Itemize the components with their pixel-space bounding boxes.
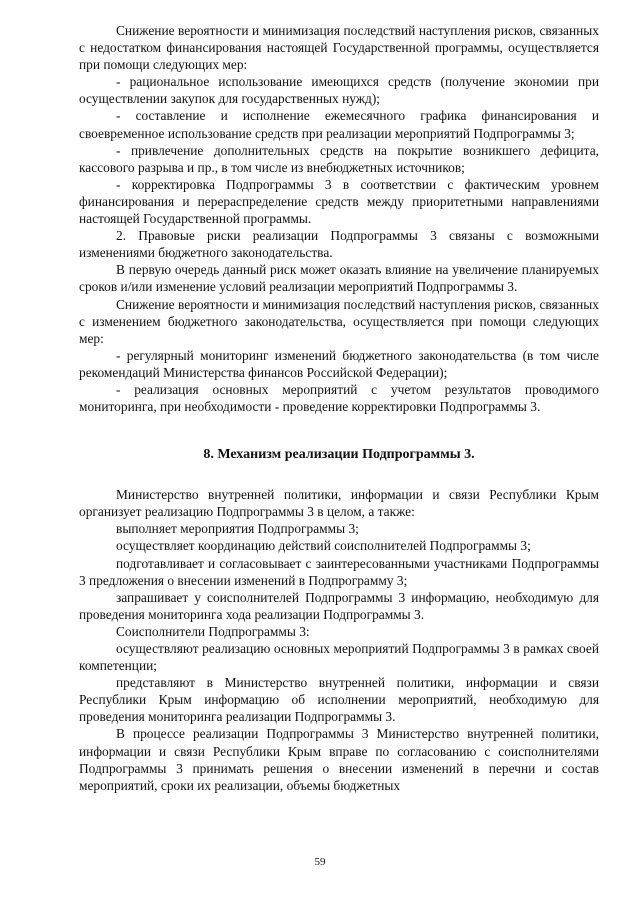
list-item: запрашивает у соисполнителей Подпрограммы 3 информацию, необходимую для проведения мониторинга хода реализации Подпрограммы 3.	[79, 589, 599, 622]
list-item: осуществляют реализацию основных мероприятий Подпрограммы 3 в рамках своей компетенции;	[79, 641, 599, 674]
list-item: - регулярный мониторинг изменений бюджетного законодательства (в том числе рекомендаций Министерства финансов Российской Федерации);	[79, 347, 599, 380]
list-item: - корректировка Подпрограммы 3 в соответствии с фактическим уровнем финансирования и перераспределение средств между приоритетными направлениями настоящей Государственной программы.	[79, 176, 599, 227]
risk-section	[79, 22, 599, 415]
list-item: выполняет мероприятия Подпрограммы 3;	[116, 521, 359, 537]
document-page	[79, 22, 599, 794]
list-item: подготавливает и согласовывает с заинтересованными участниками Подпрограммы 3 предложения о внесении изменений в Подпрограмму 3;	[79, 555, 599, 588]
paragraph: 2. Правовые риски реализации Подпрограммы 3 связаны с возможными изменениями бюджетного законодательства.	[79, 228, 599, 261]
paragraph: Министерство внутренней политики, информации и связи Республики Крым организует реализацию Подпрограммы 3 в целом, а также:	[79, 487, 599, 520]
mechanism-section	[79, 486, 599, 794]
paragraph: Соисполнители Подпрограммы 3:	[116, 623, 310, 639]
paragraph: В процессе реализации Подпрограммы 3 Министерство внутренней политики, информации и связи Республики Крым вправе по согласованию с соисполнителями Подпрограммы 3 принимать решения о внесении изменений в перечни и состав мероприятий, сроки их реализации, объемы бюджетных	[79, 726, 599, 793]
page-number: 59	[314, 856, 326, 868]
section-heading: 8. Механизм реализации Подпрограммы 3.	[203, 447, 475, 463]
paragraph: Снижение вероятности и минимизация последствий наступления рисков, связанных с недостатком финансирования настоящей Государственной программы, осуществляется при помощи следующих мер:	[79, 23, 599, 73]
list-item: - привлечение дополнительных средств на покрытие возникшего дефицита, кассового разрыва и пр., в том числе из внебюджетных источников;	[79, 142, 599, 175]
paragraph: Снижение вероятности и минимизация последствий наступления рисков, связанных с изменением бюджетного законодательства, осуществляется при помощи следующих мер:	[79, 296, 599, 346]
list-item: - реализация основных мероприятий с учетом результатов проводимого мониторинга, при необходимости - проведение корректировки Подпрограммы 3.	[79, 381, 599, 415]
list-item: - рациональное использование имеющихся средств (получение экономии при осуществлении закупок для государственных нужд);	[79, 74, 599, 107]
list-item: представляют в Министерство внутренней политики, информации и связи Республики Крым информацию об исполнении мероприятий, необходимую для проведения мониторинга реализации Подпрограммы 3.	[79, 675, 599, 725]
list-item: - составление и исполнение ежемесячного графика финансирования и своевременное использование средств при реализации мероприятий Подпрограммы 3;	[79, 108, 599, 141]
paragraph: В первую очередь данный риск может оказать влияние на увеличение планируемых сроков и/или изменение условий реализации мероприятий Подпрограммы 3.	[79, 262, 599, 295]
list-item: осуществляет координацию действий соисполнителей Подпрограммы 3;	[116, 538, 531, 554]
